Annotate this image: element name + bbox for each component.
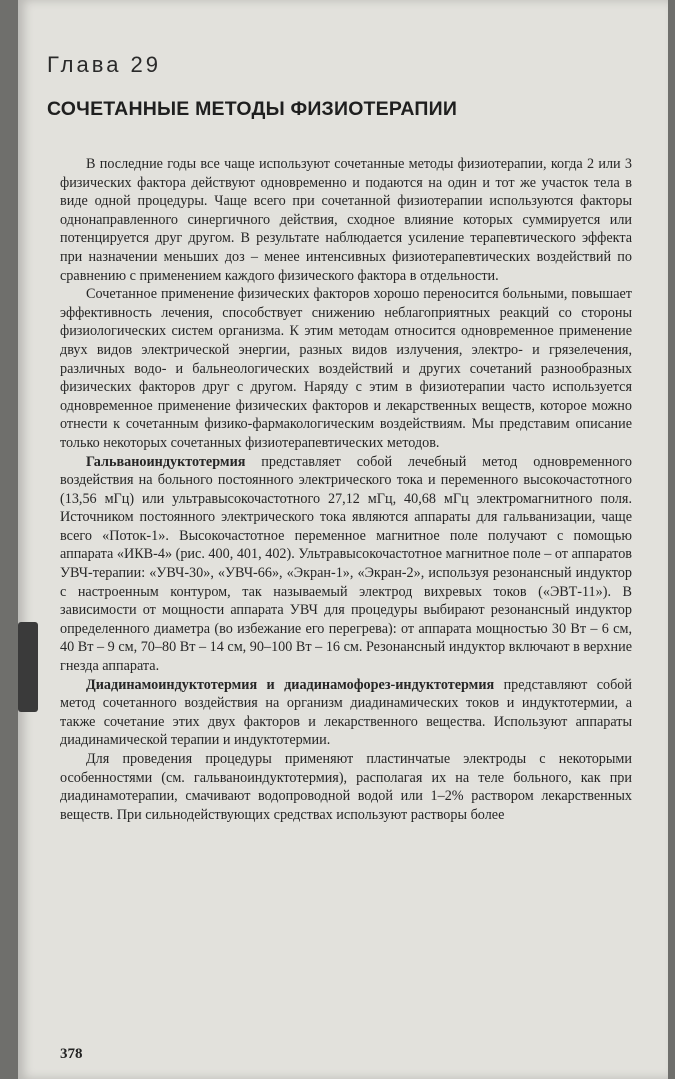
paragraph-2	[60, 285, 632, 452]
page-tab-marker	[18, 622, 38, 712]
paragraph-5	[60, 750, 632, 824]
term-galvanoinductothermy: Гальваноиндуктотермия	[86, 453, 246, 470]
paragraph-text: представляют собой метод сочетанного воздействия на организм диадинамических токов и индуктотермии, а также сочетание этих двух факторов и лекарственного вещества. Используют аппараты диадинамической терапии и индуктотермии.	[60, 676, 632, 749]
chapter-heading: Глава 29	[47, 52, 162, 77]
paragraph-text: В последние годы все чаще используют сочетанные методы физиотерапии, когда 2 или 3 физических фактора действуют одновременно и подаются на один и тот же участок тела в виде одной процедуры. Чаще всего при сочетанной физиотерапии используются факторы однонаправленного синергичного действия, сходное влияние которых суммируется или потенцируется друг другом. В результате наблюдается усиление терапевтического эффекта при назначении меньших доз – менее интенсивных физиотерапевтических воздействий по сравнению с применением каждого физического фактора в отдельности.	[60, 156, 632, 284]
paragraph-text: Для проведения процедуры применяют пластинчатые электроды с некоторыми особенностями (см. гальваноиндуктотермия), располагая их на теле больного, как при диадинамотерапии, смачивают водопроводной водой или 1–2% раствором лекарственных веществ. При сильнодействующих средствах используют растворы более	[60, 751, 632, 823]
chapter-title: СОЧЕТАННЫЕ МЕТОДЫ ФИЗИОТЕРАПИИ	[47, 98, 458, 120]
body-text	[60, 155, 632, 824]
paragraph-3	[60, 453, 632, 676]
paragraph-text: Сочетанное применение физических факторов хорошо переносится больными, повышает эффективность лечения, способствует снижению неблагоприятных реакций со стороны физиологических систем организма. К этим методам относится одновременное применение двух видов электрической энергии, разных видов излучения, электро- и грязелечения, различных водо- и бальнеологических воздействий и других сочетаний разнообразных физических факторов друг с другом. Наряду с этим в физиотерапии часто используется одновременное применение физических факторов и лекарственных веществ, которое можно отнести к сочетанным физико-фармакологическим воздействиям. Мы представим описание только некоторых сочетанных физиотерапевтических методов.	[60, 286, 632, 451]
term-diadynamoinductothermy: Диадинамоиндуктотермия и диадинамофорез-индуктотермия	[86, 676, 495, 693]
paragraph-text: представляет собой лечебный метод одновременного воздействия на больного постоянного электрического тока и переменного высокочастотного (13,56 мГц) или ультравысокочастотного 27,12 мГц, 40,68 мГц электромагнитного поля. Источником постоянного электрического тока являются аппараты для гальванизации, чаще всего «Поток-1». Высокочастотное переменное магнитное поле получают с помощью аппарата «ИКВ-4» (рис. 400, 401, 402). Ультравысокочастотное магнитное поле – от аппаратов УВЧ-терапии: «УВЧ-30», «УВЧ-66», «Экран-1», «Экран-2», используя резонансный индуктор с настроенным контуром, так называемый электрод вихревых токов («ЭВТ-11»). В зависимости от мощности аппарата УВЧ для процедуры выбирают резонансный индуктор определенного диаметра (во избежание его перегрева): от аппарата мощностью 30 Вт – 6 см, 40 Вт – 9 см, 70–80 Вт – 14 см, 90–100 Вт – 16 см. Резонансный индуктор включают в верхние гнезда аппарата.	[60, 453, 632, 675]
book-page	[18, 0, 668, 1079]
paragraph-1	[60, 155, 632, 285]
page-number: 378	[60, 1046, 83, 1062]
paragraph-4	[60, 676, 632, 750]
